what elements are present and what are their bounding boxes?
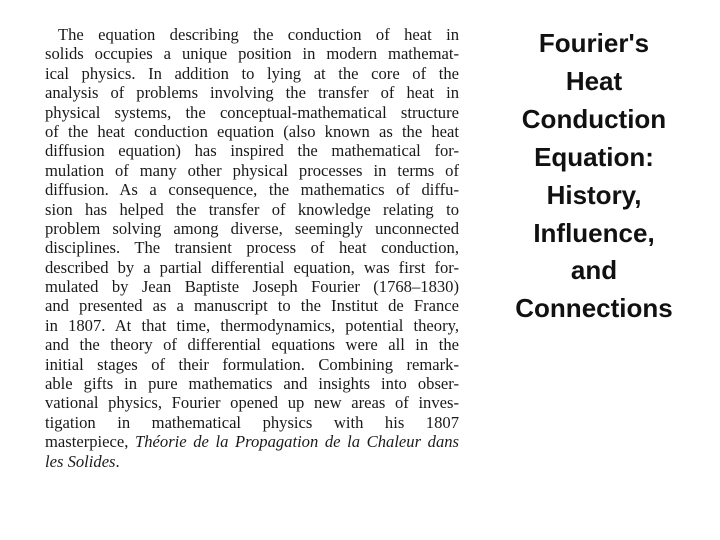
excerpt-line [45,452,459,471]
excerpt-line: solids occupies a unique position in modern mathemat- [45,44,459,64]
excerpt-line: disciplines. The transient process of heat conduction, [45,238,459,258]
excerpt-line: mulation of many other physical processes in terms of [45,160,459,180]
excerpt-line: physical systems, the conceptual-mathematical structure [45,102,459,122]
excerpt-line: able gifts in pure mathematics and insights into obser- [45,374,459,394]
excerpt-line: analysis of problems involving the transfer of heat in [45,83,459,103]
excerpt-line: diffusion equation) has inspired the mathematical for- [45,141,459,161]
excerpt-line: initial stages of their formulation. Combining remark- [45,354,459,374]
excerpt-line: problem solving among diverse, seemingly unconnected [45,218,459,238]
excerpt-line: ical physics. In addition to lying at the core of the [45,63,459,83]
excerpt-text: . [115,451,120,471]
title-line: Equation: [534,141,654,172]
book-excerpt [45,25,459,471]
excerpt-text: masterpiece, [45,432,135,452]
excerpt-line: tigation in mathematical physics with his 1807 [45,412,459,432]
title-line: History, [546,179,642,210]
excerpt-line: sion has helped the transfer of knowledge relating to [45,199,459,219]
excerpt-line: The equation describing the conduction of heat in [58,25,459,44]
title-line: Conduction [521,103,667,134]
excerpt-line: and the theory of differential equations were all in the [45,335,459,355]
excerpt-line: of the heat conduction equation (also known as the heat [45,121,459,141]
excerpt-line: in 1807. At that time, thermodynamics, potential theory, [45,315,459,335]
excerpt-line: mulated by Jean Baptiste Joseph Fourier (1768–1830) [45,277,459,297]
title-line: Connections [515,293,673,324]
excerpt-line: and presented as a manuscript to the Institut de France [45,296,459,316]
excerpt-line: described by a partial differential equation, was first for- [45,257,459,277]
title-line: Heat [565,65,623,96]
book-title-italic: Théorie de la Propagation de la Chaleur dans [135,432,459,452]
book-title-italic: les Solides [45,451,116,471]
excerpt-line [45,432,459,451]
excerpt-line: diffusion. As a consequence, the mathematics of diffu- [45,180,459,200]
title-line: Influence, [533,217,655,248]
title-line: Fourier's [538,28,650,58]
slide-title [498,25,690,328]
excerpt-line: vational physics, Fourier opened up new areas of inves- [45,393,459,413]
title-line: and [570,255,618,286]
